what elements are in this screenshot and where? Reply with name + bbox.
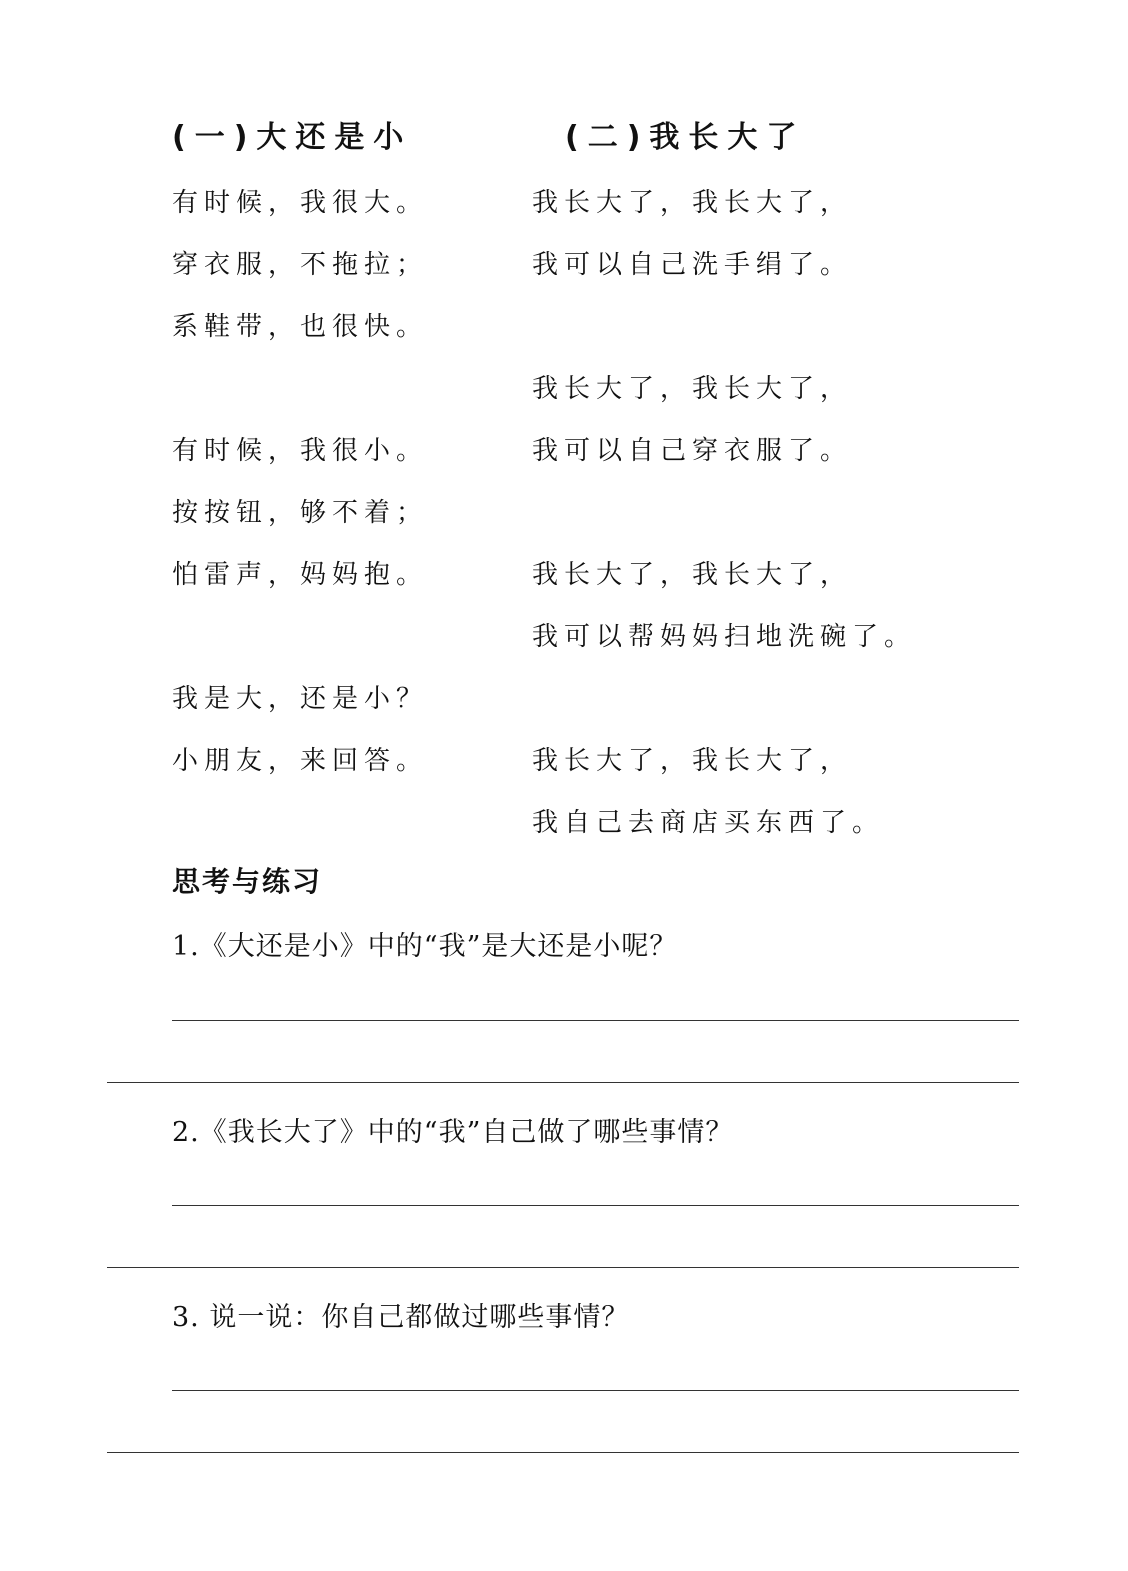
answer-line [107,1452,1019,1453]
answer-line [107,1267,1019,1268]
poem1-title: (一)大还是小 [172,120,413,155]
answer-line [172,1205,1019,1206]
poem1-line: 系鞋带，也很快。 [172,312,429,342]
poem2-line: 我长大了，我长大了， [532,560,853,590]
poem1-line: 按按钮，够不着； [172,498,429,528]
poem1-line: 有时候，我很小。 [172,436,429,466]
poem2-line: 我长大了，我长大了， [532,374,853,404]
poem1-line: 怕雷声，妈妈抱。 [172,560,429,590]
answer-line [172,1020,1019,1021]
poem1-line: 小朋友，来回答。 [172,746,429,776]
question-2: 2.《我长大了》中的“我”自己做了哪些事情？ [172,1117,734,1148]
question-3: 3. 说一说：你自己都做过哪些事情？ [172,1302,630,1333]
poem1-line: 我是大，还是小？ [172,684,429,714]
poem2-line: 我可以自己洗手绢了。 [532,250,853,280]
poem2-line: 我可以帮妈妈扫地洗碗了。 [532,622,917,652]
question-1: 1.《大还是小》中的“我”是大还是小呢？ [172,931,678,962]
exercises-heading: 思考与练习 [172,865,323,898]
poem2-title: (二)我长大了 [565,120,806,155]
poem2-line: 我长大了，我长大了， [532,188,853,218]
answer-line [107,1082,1019,1083]
poem2-line: 我自己去商店买东西了。 [532,808,885,838]
poem1-line: 穿衣服，不拖拉； [172,250,429,280]
answer-line [172,1390,1019,1391]
poem2-line: 我可以自己穿衣服了。 [532,436,853,466]
poem2-line: 我长大了，我长大了， [532,746,853,776]
poem1-line: 有时候，我很大。 [172,188,429,218]
